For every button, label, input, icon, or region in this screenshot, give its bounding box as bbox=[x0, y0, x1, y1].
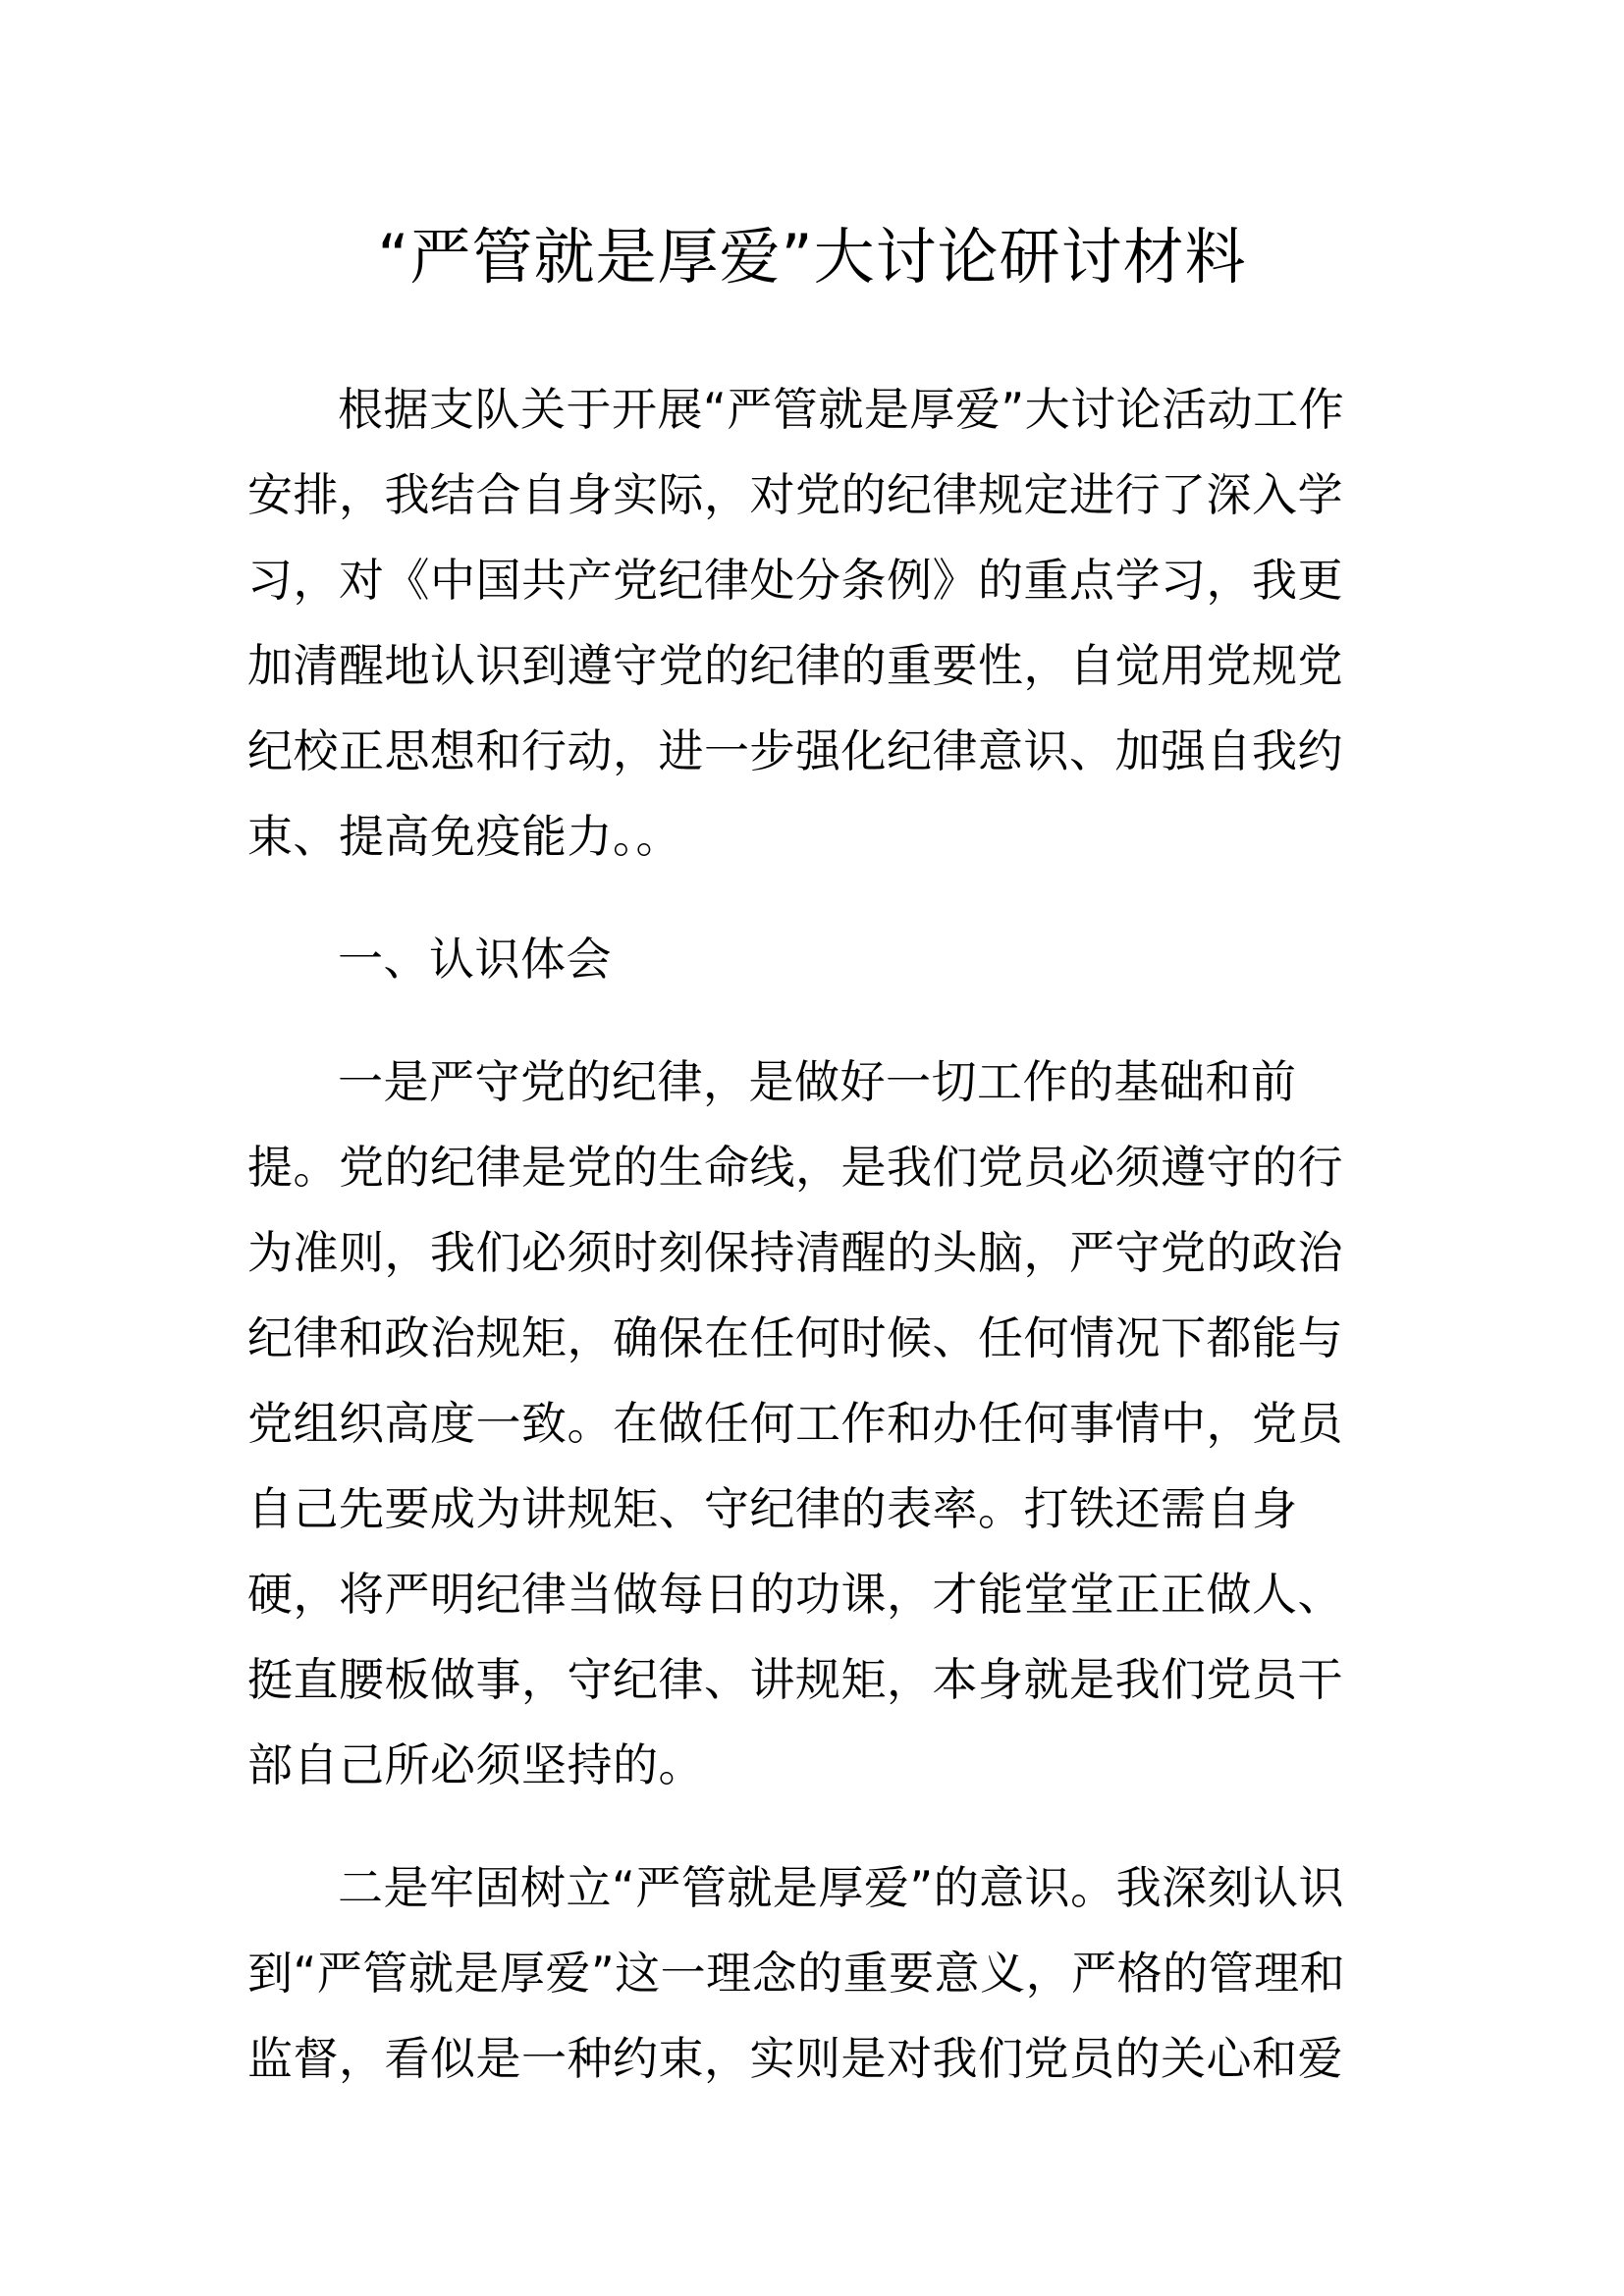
section-heading: 一、认识体会 bbox=[338, 933, 612, 986]
body-paragraph-1: 一是严守党的纪律，是做好一切工作的基础和前提。党的纪律是党的生命线，是我们党员必须遵守的行为准则，我们必须时刻保持清醒的头脑，严守党的政治纪律和政治规矩，确保在任何时候、任何情况下都能与党组织高度一致。在做任何工作和办任何事情中，党员自己先要成为讲规矩、守纪律的表率。打铁还需自身硬，将严明纪律当做每日的功课，才能堂堂正正做人、挺直腰板做事，守纪律、讲规矩，本身就是我们党员干部自己所必须坚持的。 bbox=[247, 1055, 1343, 1791]
document-body bbox=[247, 367, 1347, 2139]
document-title: “严管就是厚爱”大讨论研讨材料 bbox=[377, 221, 1247, 293]
intro-paragraph: 根据支队关于开展“严管就是厚爱”大讨论活动工作安排，我结合自身实际，对党的纪律规定进行了深入学习，对《中国共产党纪律处分条例》的重点学习，我更加清醒地认识到遵守党的纪律的重要性，自觉用党规党纪校正思想和行动，进一步强化纪律意识、加强自我约束、提高免疫能力。。 bbox=[247, 383, 1345, 863]
body-paragraph-2: 二是牢固树立“严管就是厚爱”的意识。我深刻认识到“严管就是厚爱”这一理念的重要意义，严格的管理和监督，看似是一种约束，实则是对我们党员的关心和爱 bbox=[247, 1861, 1346, 2085]
